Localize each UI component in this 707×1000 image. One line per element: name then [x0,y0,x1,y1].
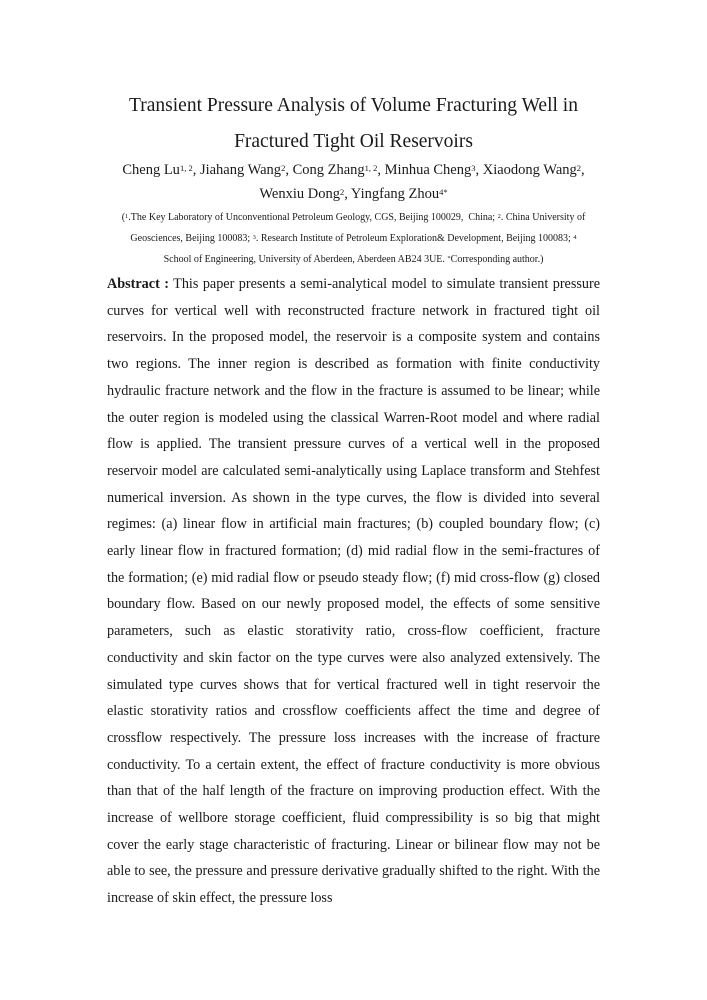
abstract [107,271,600,912]
author-name: Minhua Cheng [384,162,472,178]
author-list: Cheng Lu$^{1, 2}$, Jiahang Wang$^2$, Cong Zhang$^{1, 2}$, Minhua Cheng$^3$, Xiaodong Wang$^2$, Wenxiu Dong$^2$, Yingfang Zhou$^{4*}$ [122,162,585,202]
affiliation-text: Corresponding author.) [450,254,544,265]
author-affiliation-mark: 2 [281,163,286,173]
author-name: Wenxiu Dong [259,186,340,202]
affiliation-mark: 3 [252,234,256,241]
author-name: Cheng Lu [122,162,180,178]
abstract-text: This paper presents a semi-analytical model to simulate transient pressure curves for vertical well with reconstructed fracture network in fractured tight oil reservoirs. In the proposed model, the reservoir is a composite system and contains two regions. The inner region is described as formation with finite conductivity hydraulic fracture network and the flow in the fracture is assumed to be linear; while the outer region is modeled using the classical Warren-Root model and where radial flow is applied. The transient pressure curves of a vertical well in the proposed reservoir model are calculated semi-analytically using Laplace transform and Stehfest numerical inversion. As shown in the type curves, the flow is divided into several regimes: (a) linear flow in artificial main fractures; (b) coupled boundary flow; (c) early linear flow in fractured formation; (d) mid radial flow in the semi-fractures of the formation; (e) mid radial flow or pseudo steady flow; (f) mid cross-flow (g) closed boundary flow. Based on our newly proposed model, the effects of some sensitive parameters, such as elastic storativity ratio, cross-flow coefficient, fracture conductivity and skin factor on the type curves were also analyzed extensively. The simulated type curves shows that for vertical fractured well in tight reservoir the elastic storativity ratios and crossflow coefficients affect the time and degree of crossflow respectively. The pressure loss increases with the increase of fracture conductivity. To a certain extent, the effect of fracture conductivity is more obvious than that of the half length of the fracture on improving production effect. With the increase of wellbore storage coefficient, fluid compressibility is so big that might cover the early stage characteristic of fracturing. Linear or bilinear flow may not be able to see, the pressure and pressure derivative gradually shifted to the right. With the increase of skin effect, the pressure loss [107,276,600,907]
author-name: Jiahang Wang [199,162,282,178]
affiliation-text: School of Engineering, University of Aberdeen, Aberdeen AB24 3UE. [163,254,445,265]
affiliation-text: . Research Institute of Petroleum Exploration& Development, Beijing 100083; [255,233,571,244]
title-line-2: Fractured Tight Oil Reservoirs [234,131,473,152]
author-affiliation-mark: 1, 2 [179,163,193,173]
affiliation-text: . China University of Geosciences, Beijing 100083; [130,212,586,244]
affiliation-mark: 4 [573,234,577,241]
author-name: Xiaodong Wang [482,162,577,178]
author-affiliation-mark: 2 [339,187,345,197]
author-affiliation-mark: 3 [471,163,476,173]
author-affiliation-mark: 1, 2 [364,163,378,173]
title-line-1: Transient Pressure Analysis of Volume Fracturing Well in [129,95,578,116]
abstract-label: Abstract : [107,276,169,292]
affiliation-text: .The Key Laboratory of Unconventional Petroleum Geology, CGS, Beijing 100029, China; [128,212,496,223]
paper-title [60,88,647,160]
affiliation-mark: 1 [125,213,129,220]
affiliation-mark: * [447,255,451,262]
author-name: Yingfang Zhou [350,186,440,202]
author-affiliation-mark: 4* [439,187,448,197]
author-name: Cong Zhang [292,162,365,178]
author-affiliation-mark: 2 [576,163,582,173]
affiliation-mark: 2 [497,213,501,220]
affiliations: ($^1$.The Key Laboratory of Unconventional Petroleum Geology, CGS, Beijing 100029, China; $^2$. China University of Geosciences, Beijing 100083; $^3$. Research Institute of Petroleum Exploration& Development, Beijing 100083; $^4$ School of Engineering, University of Aberdeen, Aberdeen AB24 3UE. *Corresponding author.) [121,212,586,265]
